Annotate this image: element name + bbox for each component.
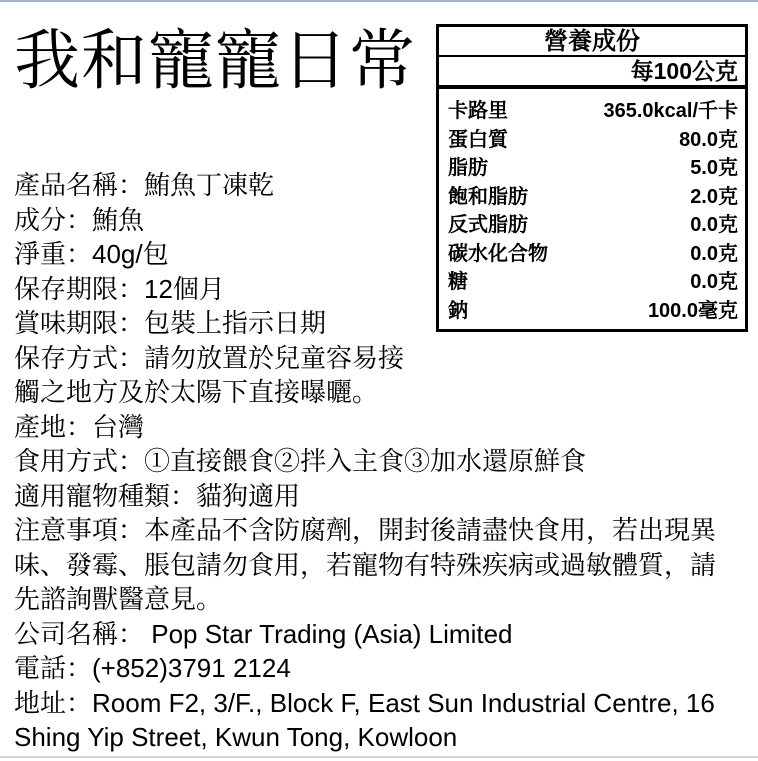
product-info-line-company: 公司名稱： Pop Star Trading (Asia) Limited [14, 618, 513, 649]
product-info-line-caution: 注意事項：本產品不含防腐劑，開封後請盡快食用，若出現異味、發霉、脹包請勿食用，若寵物有特殊疾病或過敏體質，請先諮詢獸醫意見。 [14, 515, 717, 614]
product-info-line-net-weight: 淨重：40g/包 [14, 239, 169, 269]
nutrition-row [439, 126, 745, 155]
nutrition-rows [439, 89, 745, 329]
nutrient-label: 脂肪 [448, 157, 488, 179]
brand-title: 我和寵寵日常 [14, 23, 416, 97]
product-info-line-ingredients: 成分：鮪魚 [14, 204, 145, 235]
product-info-line-address: 地址：Room F2, 3/F., Block F, East Sun Industrial Centre, 16 Shing Yip Street, Kwun Tong, Kowloon [14, 687, 715, 752]
nutrient-label: 蛋白質 [448, 128, 508, 151]
product-info-line-shelf-life: 保存期限：12個月 [14, 273, 225, 304]
nutrient-label: 反式脂肪 [448, 214, 528, 236]
nutrient-value: 5.0克 [690, 157, 738, 179]
bottom-divider [0, 756, 758, 758]
nutrient-label: 鈉 [448, 299, 468, 322]
nutrient-value: 80.0克 [679, 128, 738, 151]
nutrition-row [439, 297, 745, 326]
nutrient-value: 2.0克 [690, 185, 738, 208]
product-info-line-phone: 電話：(+852)3791 2124 [14, 653, 291, 683]
nutrient-label: 糖 [448, 271, 468, 293]
nutrition-row [439, 97, 745, 126]
product-info-line-name: 產品名稱：鮪魚丁凍乾 [14, 170, 275, 200]
product-info-line-feeding-method: 食用方式：①直接餵食②拌入主食③加水還原鮮食 [14, 446, 587, 476]
nutrition-table [436, 24, 748, 332]
top-divider [0, 0, 758, 2]
product-info-line-origin: 產地：台灣 [14, 411, 145, 442]
nutrition-row [439, 268, 745, 297]
nutrition-row [439, 183, 745, 212]
product-info-line-suitable-pets: 適用寵物種類：貓狗適用 [14, 480, 301, 511]
nutrient-label: 碳水化合物 [448, 242, 548, 265]
nutrient-value: 0.0克 [690, 214, 738, 236]
nutrient-value: 365.0kcal/千卡 [603, 100, 738, 122]
nutrition-row [439, 154, 745, 183]
nutrition-serving-size: 每100公克 [439, 57, 745, 89]
product-info-line-best-before: 賞味期限：包裝上指示日期 [14, 308, 327, 338]
nutrient-value: 0.0克 [690, 271, 738, 293]
nutrition-row [439, 240, 745, 269]
nutrient-value: 100.0毫克 [647, 299, 738, 322]
nutrition-table-title: 營養成份 [439, 27, 745, 57]
product-info-line-storage: 保存方式：請勿放置於兒童容易接觸之地方及於太陽下直接曝曬。 [14, 342, 405, 407]
nutrient-label: 飽和脂肪 [448, 185, 528, 208]
nutrient-label: 卡路里 [448, 100, 508, 122]
nutrient-value: 0.0克 [690, 242, 738, 265]
nutrition-row [439, 211, 745, 240]
